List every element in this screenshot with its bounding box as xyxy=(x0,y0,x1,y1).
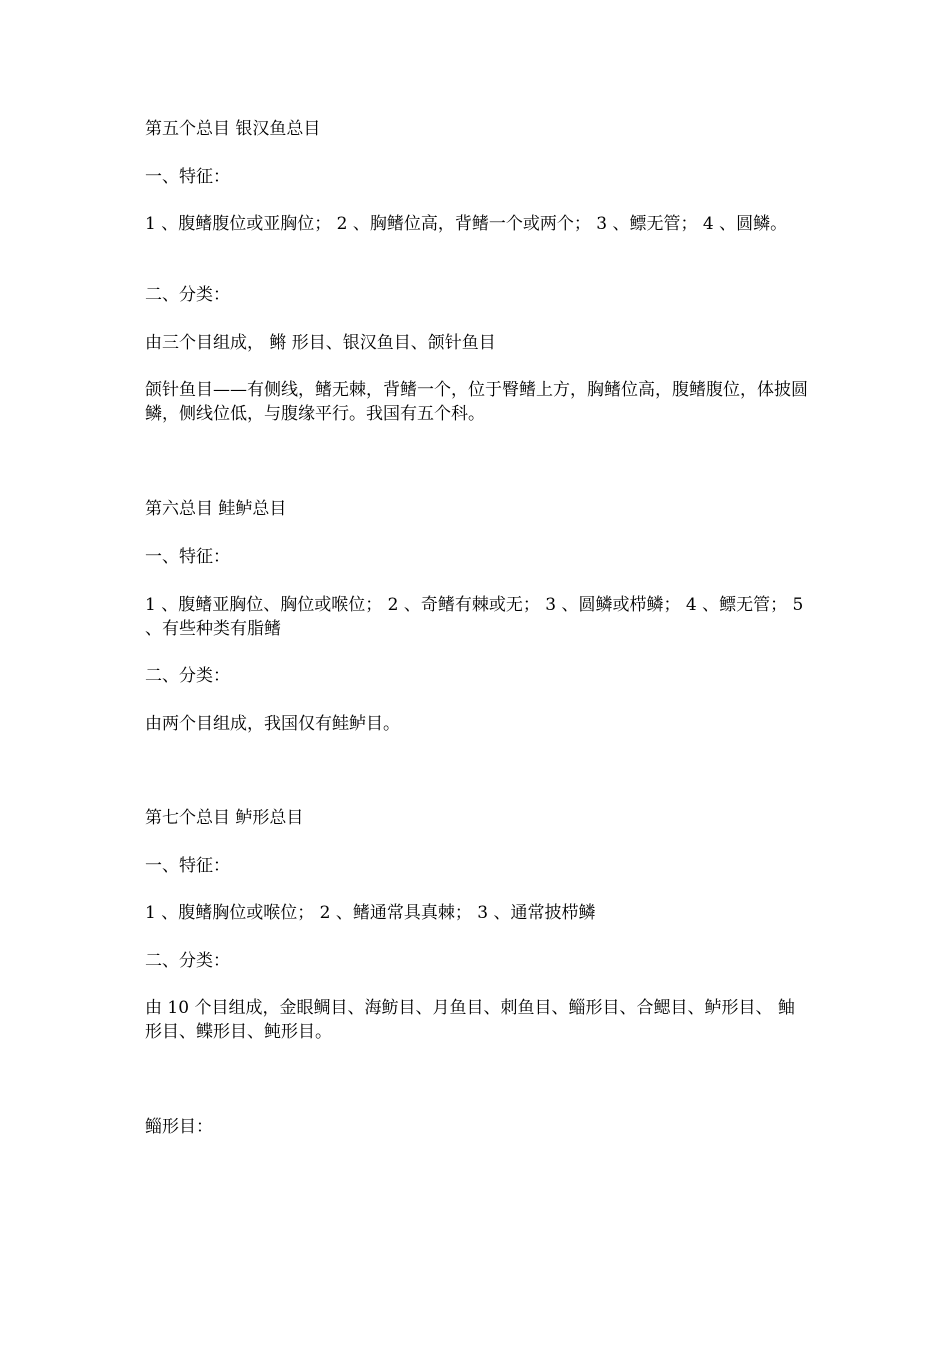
section-5-features-heading: 一、特征： xyxy=(145,167,230,187)
section-5-classification-heading: 二、分类： xyxy=(145,285,230,305)
section-6-classification-text: 由两个目组成，我国仅有鲑鲈目。 xyxy=(145,714,400,734)
section-7-features-heading: 一、特征： xyxy=(145,856,230,876)
section-6-features-heading: 一、特征： xyxy=(145,547,230,567)
section-5-extra-text: 颌针鱼目——有侧线，鳍无棘，背鳍一个，位于臀鳍上方，胸鳍位高，腹鳍腹位，体披圆鳞，侧线位低，与腹缘平行。我国有五个科。 xyxy=(145,380,808,424)
section-6-title: 第六总目 鲑鲈总目 xyxy=(145,499,287,519)
section-5-classification-text: 由三个目组成， 鳉 形目、银汉鱼目、颌针鱼目 xyxy=(145,333,496,353)
section-7-features-text: 1 、腹鳍胸位或喉位； 2 、鳍通常具真棘； 3 、通常披栉鳞 xyxy=(145,903,596,923)
section-7-title: 第七个总目 鲈形总目 xyxy=(145,808,304,828)
section-7-classification-text: 由 10 个目组成，金眼鲷目、海鲂目、月鱼目、刺鱼目、鲻形目、合鳃目、鲈形目、 鲉 形目、鲽形目、鲀形目。 xyxy=(145,998,801,1042)
trailing-heading: 鲻形目： xyxy=(145,1117,213,1137)
section-5-features-text: 1 、腹鳍腹位或亚胸位； 2 、胸鳍位高，背鳍一个或两个； 3 、鳔无管； 4 、圆鳞。 xyxy=(145,214,788,234)
section-6-classification-heading: 二、分类： xyxy=(145,666,230,686)
section-6-features-text: 1 、腹鳍亚胸位、胸位或喉位； 2 、奇鳍有棘或无； 3 、圆鳞或栉鳞； 4 、鳔无管； 5 、有些种类有脂鳍 xyxy=(145,595,809,639)
section-5-title: 第五个总目 银汉鱼总目 xyxy=(145,119,321,139)
section-7-classification-heading: 二、分类： xyxy=(145,951,230,971)
